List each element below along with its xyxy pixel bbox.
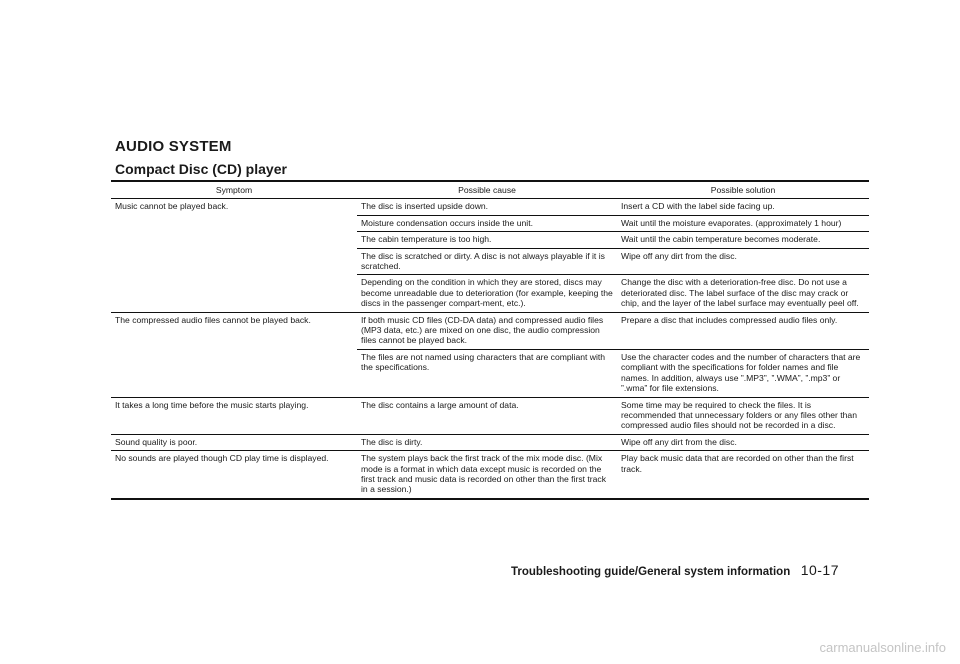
header-symptom: Symptom [111, 181, 357, 199]
symptom-cell: Sound quality is poor. [111, 434, 357, 450]
cause-cell: The system plays back the first track of the mix mode disc. (Mix mode is a format in which data except music is recorded on the first track and music data is recorded on other than the first track in a session.) [357, 451, 617, 499]
cause-cell: The disc is inserted upside down. [357, 199, 617, 215]
symptom-cell [111, 349, 357, 397]
symptom-cell [111, 215, 357, 231]
subsection-title: Compact Disc (CD) player [115, 161, 287, 177]
solution-cell: Wipe off any dirt from the disc. [617, 248, 869, 275]
symptom-cell [111, 232, 357, 248]
watermark: carmanualsonline.info [819, 640, 946, 655]
footer-chapter-title: Troubleshooting guide/General system information [511, 566, 791, 578]
solution-cell: Prepare a disc that includes compressed audio files only. [617, 312, 869, 349]
solution-cell: Change the disc with a deterioration-free disc. Do not use a deteriorated disc. The label surface of the disc may crack or chip, and the layer of the label surface may eventually peel off. [617, 275, 869, 312]
symptom-cell: The compressed audio files cannot be played back. [115, 314, 311, 325]
cause-cell: Depending on the condition in which they are stored, discs may become unreadable due to deterioration (for example, keeping the discs in the passenger compart-ment, etc.). [357, 275, 617, 312]
cause-cell: The disc is scratched or dirty. A disc is not always playable if it is scratched. [357, 248, 617, 275]
solution-cell: Some time may be required to check the files. It is recommended that unnecessary folders or any files other than compressed audio files should not be recorded in a disc. [617, 397, 869, 434]
table-row [111, 248, 869, 275]
page-footer [511, 562, 839, 580]
table-row [111, 312, 869, 349]
table-row [111, 434, 869, 450]
symptom-cell: It takes a long time before the music starts playing. [111, 397, 357, 434]
cause-cell: Moisture condensation occurs inside the unit. [357, 215, 617, 231]
header-possible-cause: Possible cause [357, 181, 617, 199]
solution-cell: Insert a CD with the label side facing up. [617, 199, 869, 215]
troubleshooting-table [111, 180, 869, 500]
table-row [111, 232, 869, 248]
footer-page-number: 10-17 [800, 562, 839, 578]
symptom-cell [111, 275, 357, 312]
table-row [111, 349, 869, 397]
header-possible-solution: Possible solution [617, 181, 869, 199]
cause-cell: The disc contains a large amount of data. [357, 397, 617, 434]
table-row [111, 275, 869, 312]
table-row [111, 397, 869, 434]
section-title: AUDIO SYSTEM [115, 138, 232, 155]
table-header-row [111, 181, 869, 199]
cause-cell: The disc is dirty. [357, 434, 617, 450]
table-row [111, 451, 869, 499]
solution-cell: Wipe off any dirt from the disc. [617, 434, 869, 450]
table-row [111, 215, 869, 231]
table-row [111, 199, 869, 215]
solution-cell: Play back music data that are recorded on other than the first track. [617, 451, 869, 499]
cause-cell: The files are not named using characters that are compliant with the specifications. [357, 349, 617, 397]
symptom-cell [111, 248, 357, 275]
symptom-cell: No sounds are played though CD play time is displayed. [111, 451, 357, 499]
cause-cell: The cabin temperature is too high. [357, 232, 617, 248]
solution-cell: Use the character codes and the number of characters that are compliant with the specifications for folder names and file names. In addition, always use ”.MP3”, ”.WMA”, ”.mp3” or ”.wma” for file extensions. [617, 349, 869, 397]
solution-cell: Wait until the moisture evaporates. (approximately 1 hour) [617, 215, 869, 231]
solution-cell: Wait until the cabin temperature becomes moderate. [617, 232, 869, 248]
symptom-cell: Music cannot be played back. [115, 201, 229, 212]
cause-cell: If both music CD files (CD-DA data) and compressed audio files (MP3 data, etc.) are mixed on one disc, the audio compression files cannot be played back. [357, 312, 617, 349]
